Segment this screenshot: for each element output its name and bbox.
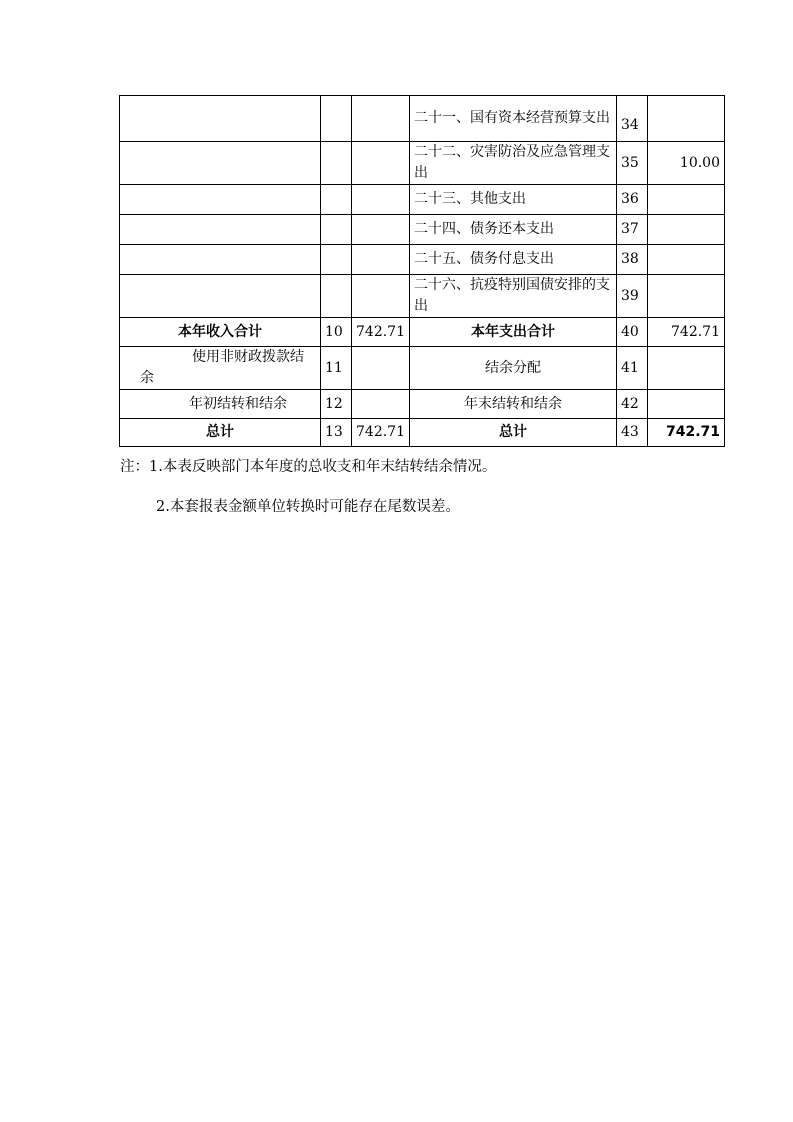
expense-line-no: 38 [617, 245, 648, 275]
grand-total-expense-line-no: 43 [617, 419, 648, 447]
expense-item-label: 二十六、抗疫特别国债安排的支出 [410, 275, 617, 318]
expense-item-label: 二十一、国有资本经营预算支出 [410, 96, 617, 142]
balance-distribution-label: 结余分配 [410, 347, 617, 390]
income-item-cell [120, 142, 321, 185]
income-amount [352, 215, 410, 245]
table-row [120, 275, 725, 318]
footnote-1: 注：1.本表反映部门本年度的总收支和年末结转结余情况。 [120, 459, 497, 475]
grand-total-income-line-no: 13 [321, 419, 352, 447]
expense-amount [648, 275, 725, 318]
expense-total-amount: 742.71 [648, 318, 725, 347]
balance-distribution-amount [648, 347, 725, 390]
balance-distribution-line-no: 41 [617, 347, 648, 390]
expense-line-no: 36 [617, 185, 648, 215]
income-amount [352, 245, 410, 275]
expense-total-line-no: 40 [617, 318, 648, 347]
budget-summary-table [119, 95, 725, 447]
table-row [120, 96, 725, 142]
income-item-cell [120, 245, 321, 275]
expense-item-label: 二十三、其他支出 [410, 185, 617, 215]
income-line-no [321, 142, 352, 185]
income-amount [352, 96, 410, 142]
expense-line-no: 39 [617, 275, 648, 318]
footnote-2: 2.本套报表金额单位转换时可能存在尾数误差。 [156, 499, 460, 515]
income-line-no [321, 185, 352, 215]
opening-carryover-amount [352, 390, 410, 419]
income-line-no [321, 275, 352, 318]
income-amount [352, 275, 410, 318]
table-row [120, 215, 725, 245]
grand-total-expense-amount: 742.71 [648, 419, 725, 447]
table-row [120, 185, 725, 215]
opening-carryover-line-no: 12 [321, 390, 352, 419]
expense-item-label: 二十五、债务付息支出 [410, 245, 617, 275]
expense-amount [648, 215, 725, 245]
table-row-annual-totals [120, 318, 725, 347]
grand-total-income-amount: 742.71 [352, 419, 410, 447]
expense-item-label: 二十四、债务还本支出 [410, 215, 617, 245]
table-row-carryover [120, 390, 725, 419]
income-item-cell [120, 96, 321, 142]
expense-line-no: 35 [617, 142, 648, 185]
income-amount [352, 142, 410, 185]
expense-amount [648, 185, 725, 215]
grand-total-income-label: 总计 [120, 419, 321, 447]
income-total-line-no: 10 [321, 318, 352, 347]
income-item-cell [120, 275, 321, 318]
nonfiscal-balance-line-no: 11 [321, 347, 352, 390]
income-total-label: 本年收入合计 [120, 318, 321, 347]
expense-amount [648, 96, 725, 142]
income-line-no [321, 245, 352, 275]
income-amount [352, 185, 410, 215]
expense-line-no: 34 [617, 96, 648, 142]
expense-amount: 10.00 [648, 142, 725, 185]
table-row [120, 142, 725, 185]
income-line-no [321, 96, 352, 142]
table-row [120, 245, 725, 275]
table-row-grand-total [120, 419, 725, 447]
closing-carryover-label: 年末结转和结余 [410, 390, 617, 419]
closing-carryover-amount [648, 390, 725, 419]
nonfiscal-balance-label: 使用非财政拨款结余 [120, 347, 321, 390]
expense-total-label: 本年支出合计 [410, 318, 617, 347]
opening-carryover-label: 年初结转和结余 [120, 390, 321, 419]
closing-carryover-line-no: 42 [617, 390, 648, 419]
expense-line-no: 37 [617, 215, 648, 245]
income-item-cell [120, 185, 321, 215]
grand-total-expense-label: 总计 [410, 419, 617, 447]
expense-amount [648, 245, 725, 275]
expense-item-label: 二十二、灾害防治及应急管理支出 [410, 142, 617, 185]
income-total-amount: 742.71 [352, 318, 410, 347]
income-line-no [321, 215, 352, 245]
nonfiscal-balance-amount [352, 347, 410, 390]
table-row-nonfiscal-balance [120, 347, 725, 390]
income-item-cell [120, 215, 321, 245]
